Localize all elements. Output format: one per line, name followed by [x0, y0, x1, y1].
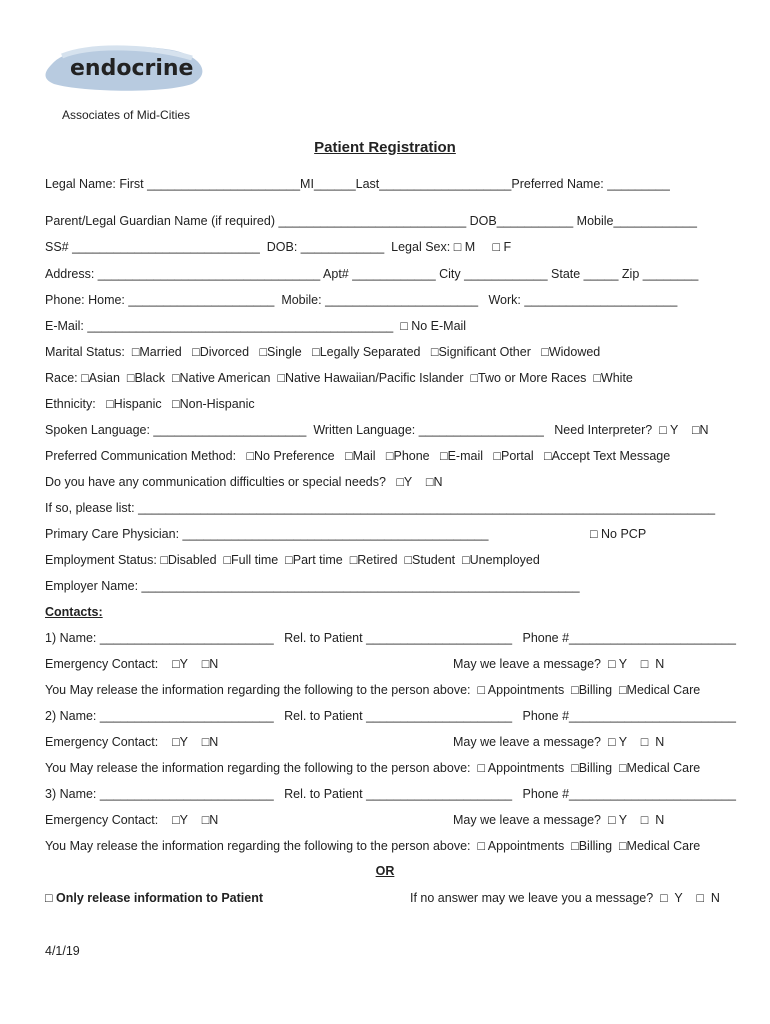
no-pcp-checkbox[interactable]: □ No PCP — [590, 527, 647, 541]
contact-2-message[interactable]: May we leave a message? □ Y □ N — [453, 735, 665, 749]
pcp-row[interactable]: Primary Care Physician: ____________________________________________ — [45, 527, 489, 541]
only-release-to-patient[interactable]: □ Only release information to Patient — [45, 891, 264, 905]
contact-3-message[interactable]: May we leave a message? □ Y □ N — [453, 813, 665, 827]
contact-1-message[interactable]: May we leave a message? □ Y □ N — [453, 657, 665, 671]
contact-3-release[interactable]: You May release the information regarding the following to the person above: □ Appointments □Billing □Medical Care — [45, 839, 701, 853]
employer-row[interactable]: Employer Name: _______________________________________________________________ — [45, 579, 580, 593]
contact-1-name-row[interactable]: 1) Name: _________________________ Rel. to Patient _____________________ Phone #________________________ — [45, 631, 736, 645]
please-list-row[interactable]: If so, please list: ___________________________________________________________________________________ — [45, 501, 716, 515]
guardian-row[interactable]: Parent/Legal Guardian Name (if required) ___________________________ DOB___________ Mobile____________ — [45, 214, 697, 228]
page-title: Patient Registration — [314, 139, 456, 156]
phone-row[interactable]: Phone: Home: _____________________ Mobile: ______________________ Work: ______________________ — [45, 293, 678, 307]
communication-difficulty-row[interactable]: Do you have any communication difficulties or special needs? □Y □N — [45, 475, 443, 489]
contact-1-release[interactable]: You May release the information regarding the following to the person above: □ Appointments □Billing □Medical Care — [45, 683, 701, 697]
language-row[interactable]: Spoken Language: ______________________ Written Language: __________________ Need Interpreter? □ Y □N — [45, 423, 709, 437]
marital-status-row[interactable]: Marital Status: □Married □Divorced □Single □Legally Separated □Significant Other □Widowed — [45, 345, 601, 359]
contact-2-emergency[interactable]: Emergency Contact: □Y □N — [45, 735, 219, 749]
ss-row[interactable]: SS# ___________________________ DOB: ____________ Legal Sex: □ M □ F — [45, 240, 512, 254]
email-row[interactable]: E-Mail: ____________________________________________ □ No E-Mail — [45, 319, 467, 333]
contact-2-release[interactable]: You May release the information regarding the following to the person above: □ Appointments □Billing □Medical Care — [45, 761, 701, 775]
race-row[interactable]: Race: □Asian □Black □Native American □Native Hawaiian/Pacific Islander □Two or More Races □White — [45, 371, 633, 385]
employment-status-row[interactable]: Employment Status: □Disabled □Full time □Part time □Retired □Student □Unemployed — [45, 553, 540, 567]
no-answer-message[interactable]: If no answer may we leave you a message? □ Y □ N — [410, 891, 720, 905]
ethnicity-row[interactable]: Ethnicity: □Hispanic □Non-Hispanic — [45, 397, 255, 411]
contact-2-name-row[interactable]: 2) Name: _________________________ Rel. to Patient _____________________ Phone #________________________ — [45, 709, 736, 723]
contact-3-name-row[interactable]: 3) Name: _________________________ Rel. to Patient _____________________ Phone #________________________ — [45, 787, 736, 801]
contact-1-emergency[interactable]: Emergency Contact: □Y □N — [45, 657, 219, 671]
contact-3-emergency[interactable]: Emergency Contact: □Y □N — [45, 813, 219, 827]
communication-method-row[interactable]: Preferred Communication Method: □No Preference □Mail □Phone □E-mail □Portal □Accept Text Message — [45, 449, 671, 463]
form-date: 4/1/19 — [45, 944, 80, 958]
logo-subtitle: Associates of Mid-Cities — [62, 108, 191, 122]
logo-wordmark: endocrine — [70, 56, 194, 81]
legal-name-row[interactable]: Legal Name: First ______________________MI______Last___________________Preferred Name: _________ — [45, 177, 670, 191]
endocrine-logo — [42, 44, 212, 94]
or-label: OR — [375, 864, 395, 878]
address-row[interactable]: Address: ________________________________ Apt# ____________ City ____________ State _____ Zip ________ — [45, 267, 699, 281]
contacts-heading: Contacts: — [45, 605, 103, 619]
